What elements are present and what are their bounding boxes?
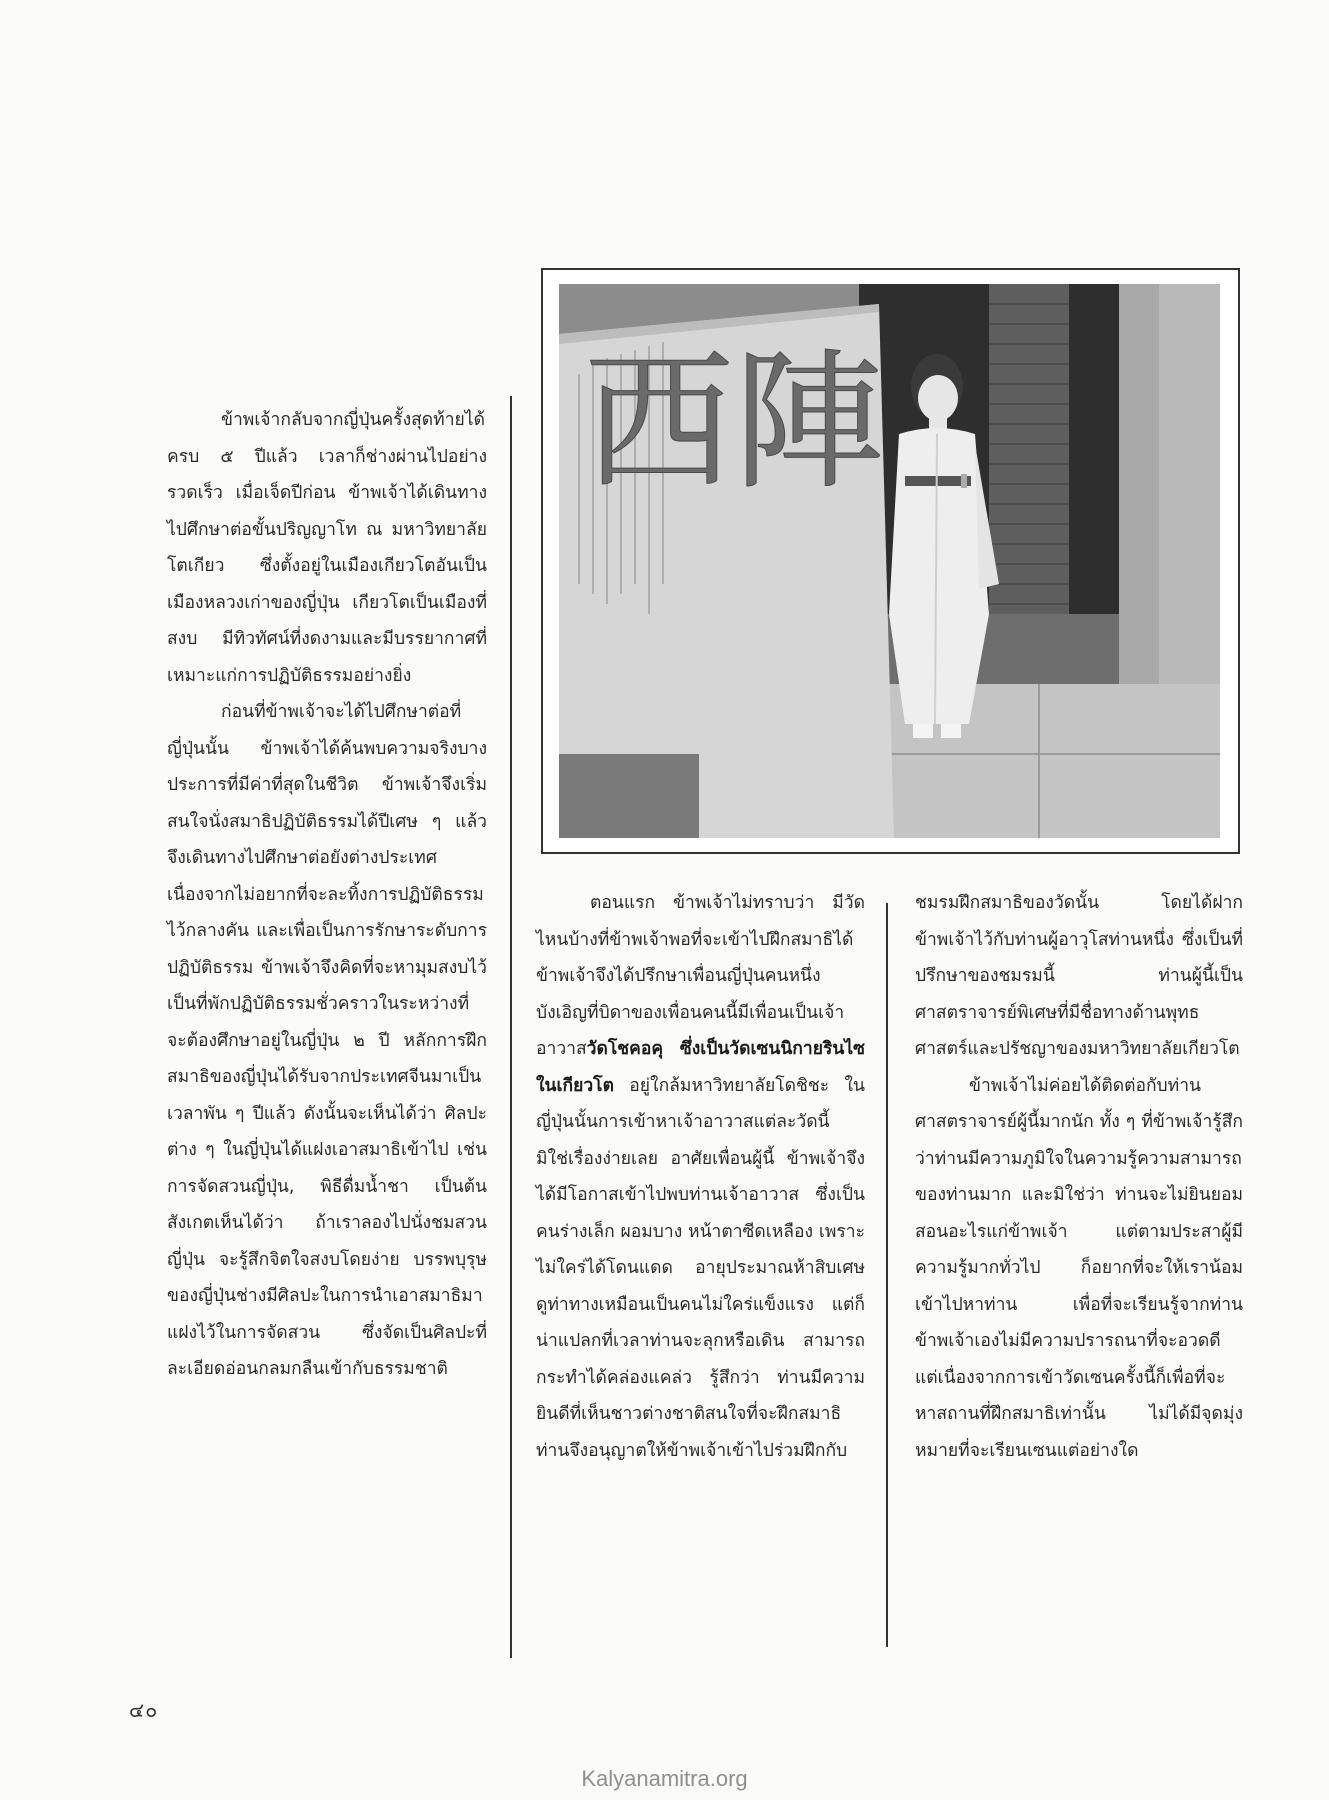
paragraph-text: ตอนแรก ข้าพเจ้าไม่ทราบว่า มีวัดไหนบ้างที่ข้าพเจ้าพอที่จะเข้าไปฝึกสมาธิได้ ข้าพเจ้าจึงได้ปรึกษาเพื่อนญี่ปุ่นคนหนึ่ง บังเอิญที่บิดาของเพื่อนคนนี้มีเพื่อนเป็นเจ้าอาวาส [536,893,865,1059]
stone-inscription: 西陣 [583,336,885,510]
column-divider [886,903,888,1647]
paragraph: ข้าพเจ้าไม่ค่อยได้ติดต่อกับท่านศาสตราจารย์ผู้นี้มากนัก ทั้ง ๆ ที่ข้าพเจ้ารู้สึกว่าท่านมีความภูมิใจในความรู้ความสามารถของท่านมาก และมิใช่ว่า ท่านจะไม่ยินยอมสอนอะไรแก่ข้าพเจ้า แต่ตามประสาผู้มีความรู้มากทั่วไป ก็อยากที่จะให้เราน้อมเข้าไปหาท่าน เพื่อที่จะเรียนรู้จากท่าน ข้าพเจ้าเองไม่มีความปรารถนาที่จะอวดดี แต่เนื่องจากการเข้าวัดเซนครั้งนี้ก็เพื่อที่จะหาสถานที่ฝึกสมาธิเท่านั้น ไม่ได้มีจุดมุ่งหมายที่จะเรียนเซนแต่อย่างใด [915,1075,1243,1461]
article-column-middle [536,885,865,1469]
photo-woman-in-kimono-beside-stone-monument [559,284,1220,838]
article-column-left [167,402,487,1388]
paragraph: ชมรมฝึกสมาธิของวัดนั้น โดยได้ฝากข้าพเจ้าไว้กับท่านผู้อาวุโสท่านหนึ่ง ซึ่งเป็นที่ปรึกษาของชมรมนี้ ท่านผู้นี้เป็นศาสตราจารย์พิเศษที่มีชื่อทางด้านพุทธศาสตร์และปรัชญาของมหาวิทยาลัยเกียวโต [915,893,1243,1059]
article-column-right [915,885,1243,1469]
page-number: ๔๐ [129,1698,159,1722]
paragraph: ข้าพเจ้ากลับจากญี่ปุ่นครั้งสุดท้ายได้ครบ ๕ ปีแล้ว เวลาก็ช่างผ่านไปอย่างรวดเร็ว เมื่อเจ็ดปีก่อน ข้าพเจ้าได้เดินทางไปศึกษาต่อขั้นปริญญาโท ณ มหาวิทยาลัยโตเกียว ซึ่งตั้งอยู่ในเมืองเกียวโตอันเป็นเมืองหลวงเก่าของญี่ปุ่น เกียวโตเป็นเมืองที่สงบ มีทิวทัศน์ที่งดงามและมีบรรยากาศที่เหมาะแก่การปฏิบัติธรรมอย่างยิ่ง [167,410,487,686]
watermark: Kalyanamitra.org [581,1766,748,1791]
paragraph-text: อยู่ใกล้มหาวิทยาลัยโดชิชะ ในญี่ปุ่นนั้นการเข้าหาเจ้าอาวาสแต่ละวัดนี้ มิใช่เรื่องง่ายเลย อาศัยเพื่อนผู้นี้ ข้าพเจ้าจึงได้มีโอกาสเข้าไปพบท่านเจ้าอาวาส ซึ่งเป็นคนร่างเล็ก ผอมบาง หน้าตาซีดเหลือง เพราะไม่ใคร่ได้โดนแดด อายุประมาณห้าสิบเศษ ดูท่าทางเหมือนเป็นคนไม่ใคร่แข็งแรง แต่ก็น่าแปลกที่เวลาท่านจะลุกหรือเดิน สามารถกระทำได้คล่องแคล่ว รู้สึกว่า ท่านมีความยินดีที่เห็นชาวต่างชาติสนใจที่จะฝึกสมาธิ ท่านจึงอนุญาตให้ข้าพเจ้าเข้าไปร่วมฝึกกับ [536,1075,865,1461]
temple-name-bold: วัดโชคอคุ ซึ่งเป็นวัดเซนนิกายรินไซในเกียวโต [536,1039,865,1096]
photo-frame [541,268,1240,854]
column-divider [510,396,512,1658]
paragraph [536,885,865,1469]
paragraph: ก่อนที่ข้าพเจ้าจะได้ไปศึกษาต่อที่ญี่ปุ่นนั้น ข้าพเจ้าได้ค้นพบความจริงบางประการที่มีค่าที่สุดในชีวิต ข้าพเจ้าจึงเริ่มสนใจนั่งสมาธิปฏิบัติธรรมได้ปีเศษ ๆ แล้วจึงเดินทางไปศึกษาต่อยังต่างประเทศ เนื่องจากไม่อยากที่จะละทิ้งการปฏิบัติธรรมไว้กลางคัน และเพื่อเป็นการรักษาระดับการปฏิบัติธรรม ข้าพเจ้าจึงคิดที่จะหามุมสงบไว้เป็นที่พักปฏิบัติธรรมชั่วคราวในระหว่างที่จะต้องศึกษาอยู่ในญี่ปุ่น ๒ ปี หลักการฝึกสมาธิของญี่ปุ่นได้รับจากประเทศจีนมาเป็นเวลาพัน ๆ ปีแล้ว ดังนั้นจะเห็นได้ว่า ศิลปะต่าง ๆ ในญี่ปุ่นได้แฝงเอาสมาธิเข้าไป เช่น การจัดสวนญี่ปุ่น, พิธีดื่มน้ำชา เป็นต้น สังเกตเห็นได้ว่า ถ้าเราลองไปนั่งชมสวนญี่ปุ่น จะรู้สึกจิตใจสงบโดยง่าย บรรพบุรุษของญี่ปุ่นช่างมีศิลปะในการนำเอาสมาธิมาแฝงไว้ในการจัดสวน ซึ่งจัดเป็นศิลปะที่ละเอียดอ่อนกลมกลืนเข้ากับธรรมชาติ [167,702,487,1379]
